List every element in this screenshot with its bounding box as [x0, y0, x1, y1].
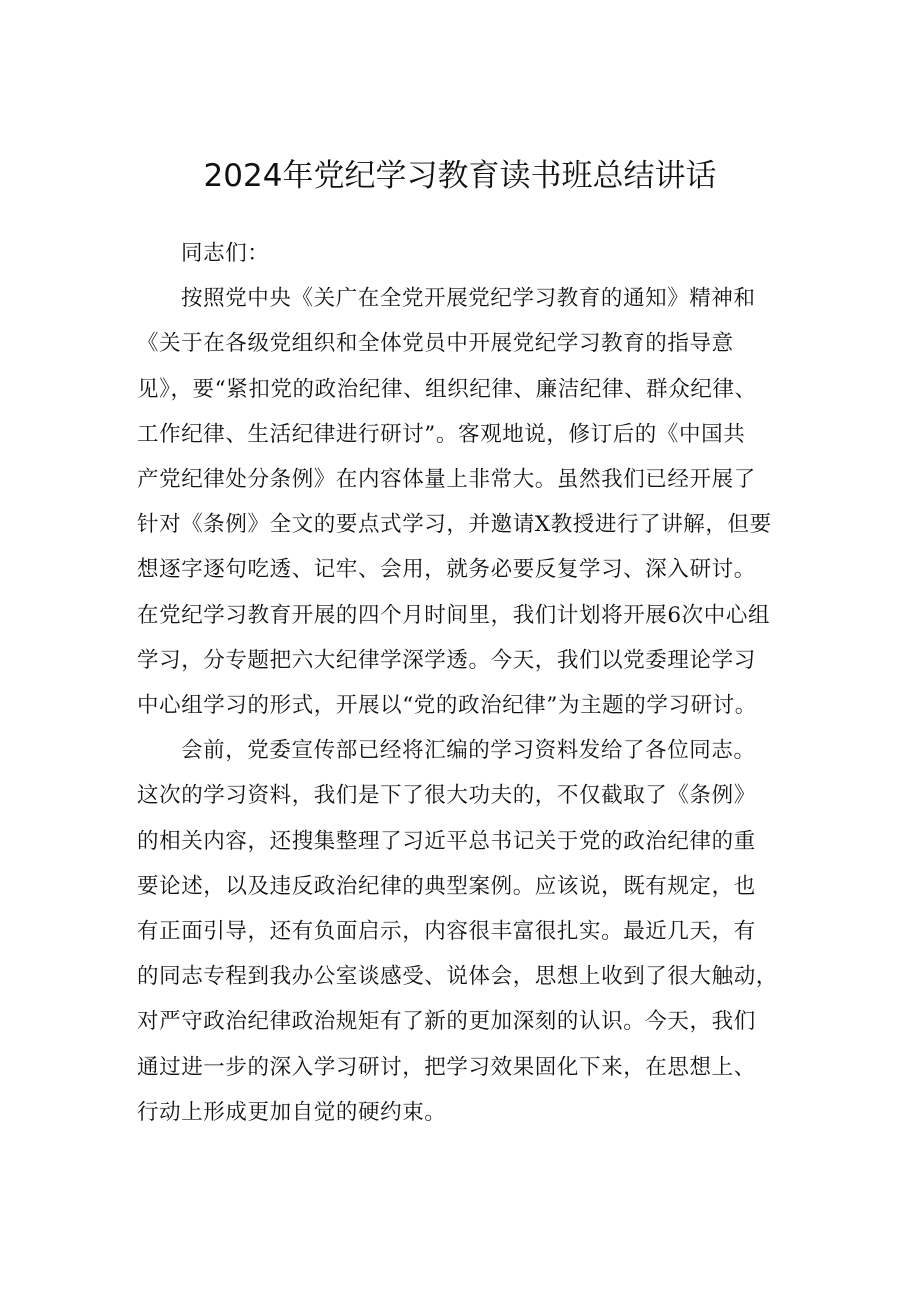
paragraph-line: 学习，分专题把六大纪律学深学透。今天，我们以党委理论学习	[137, 647, 756, 673]
document-body	[137, 231, 797, 1135]
paragraph-line: 会前，党委宣传部已经将汇编的学习资料发给了各位同志。	[181, 738, 756, 764]
paragraph-line: 中心组学习的形式，开展以“党的政治纪律”为主题的学习研讨。	[137, 693, 757, 719]
paragraph-1	[137, 276, 797, 728]
salutation: 同志们：	[181, 241, 270, 266]
paragraph-line: 工作纪律、生活纪律进行研讨”。客观地说，修订后的《中国共	[137, 421, 746, 447]
document-title: 2024年党纪学习教育读书班总结讲话	[203, 158, 717, 194]
paragraph-line: 想逐字逐句吃透、记牢、会用，就务必要反复学习、深入研讨。	[137, 557, 756, 583]
paragraph-line: 的同志专程到我办公室谈感受、说体会，思想上收到了很大触动，	[137, 964, 778, 990]
paragraph-line: 行动上形成更加自觉的硬约束。	[137, 1099, 447, 1125]
paragraph-line: 有正面引导，还有负面启示，内容很丰富很扎实。最近几天，有	[137, 919, 756, 945]
paragraph-line: 按照党中央《关广在全党开展党纪学习教育的通知》精神和	[181, 286, 756, 312]
paragraph-line: 见》，要“紧扣党的政治纪律、组织纪律、廉洁纪律、群众纪律、	[137, 376, 757, 402]
paragraph-2	[137, 728, 797, 1135]
paragraph-line: 产党纪律处分条例》在内容体量上非常大。虽然我们已经开展了	[137, 467, 756, 493]
paragraph-line: 《关于在各级党组织和全体党员中开展党纪学习教育的指导意	[137, 331, 734, 357]
paragraph-line: 对严守政治纪律政治规矩有了新的更加深刻的认识。今天，我们	[137, 1009, 756, 1035]
paragraph-line: 的相关内容，还搜集整理了习近平总书记关于党的政治纪律的重	[137, 828, 756, 854]
paragraph-line: 通过进一步的深入学习研讨，把学习效果固化下来，在思想上、	[137, 1054, 756, 1080]
paragraph-line: 针对《条例》全文的要点式学习，并邀请X教授进行了讲解，但要	[137, 512, 772, 538]
paragraph-line: 在党纪学习教育开展的四个月时间里，我们计划将开展6次中心组	[137, 602, 771, 628]
paragraph-line: 要论述，以及违反政治纪律的典型案例。应该说，既有规定，也	[137, 873, 756, 899]
paragraph-line: 这次的学习资料，我们是下了很大功夫的，不仅截取了《条例》	[137, 783, 756, 809]
